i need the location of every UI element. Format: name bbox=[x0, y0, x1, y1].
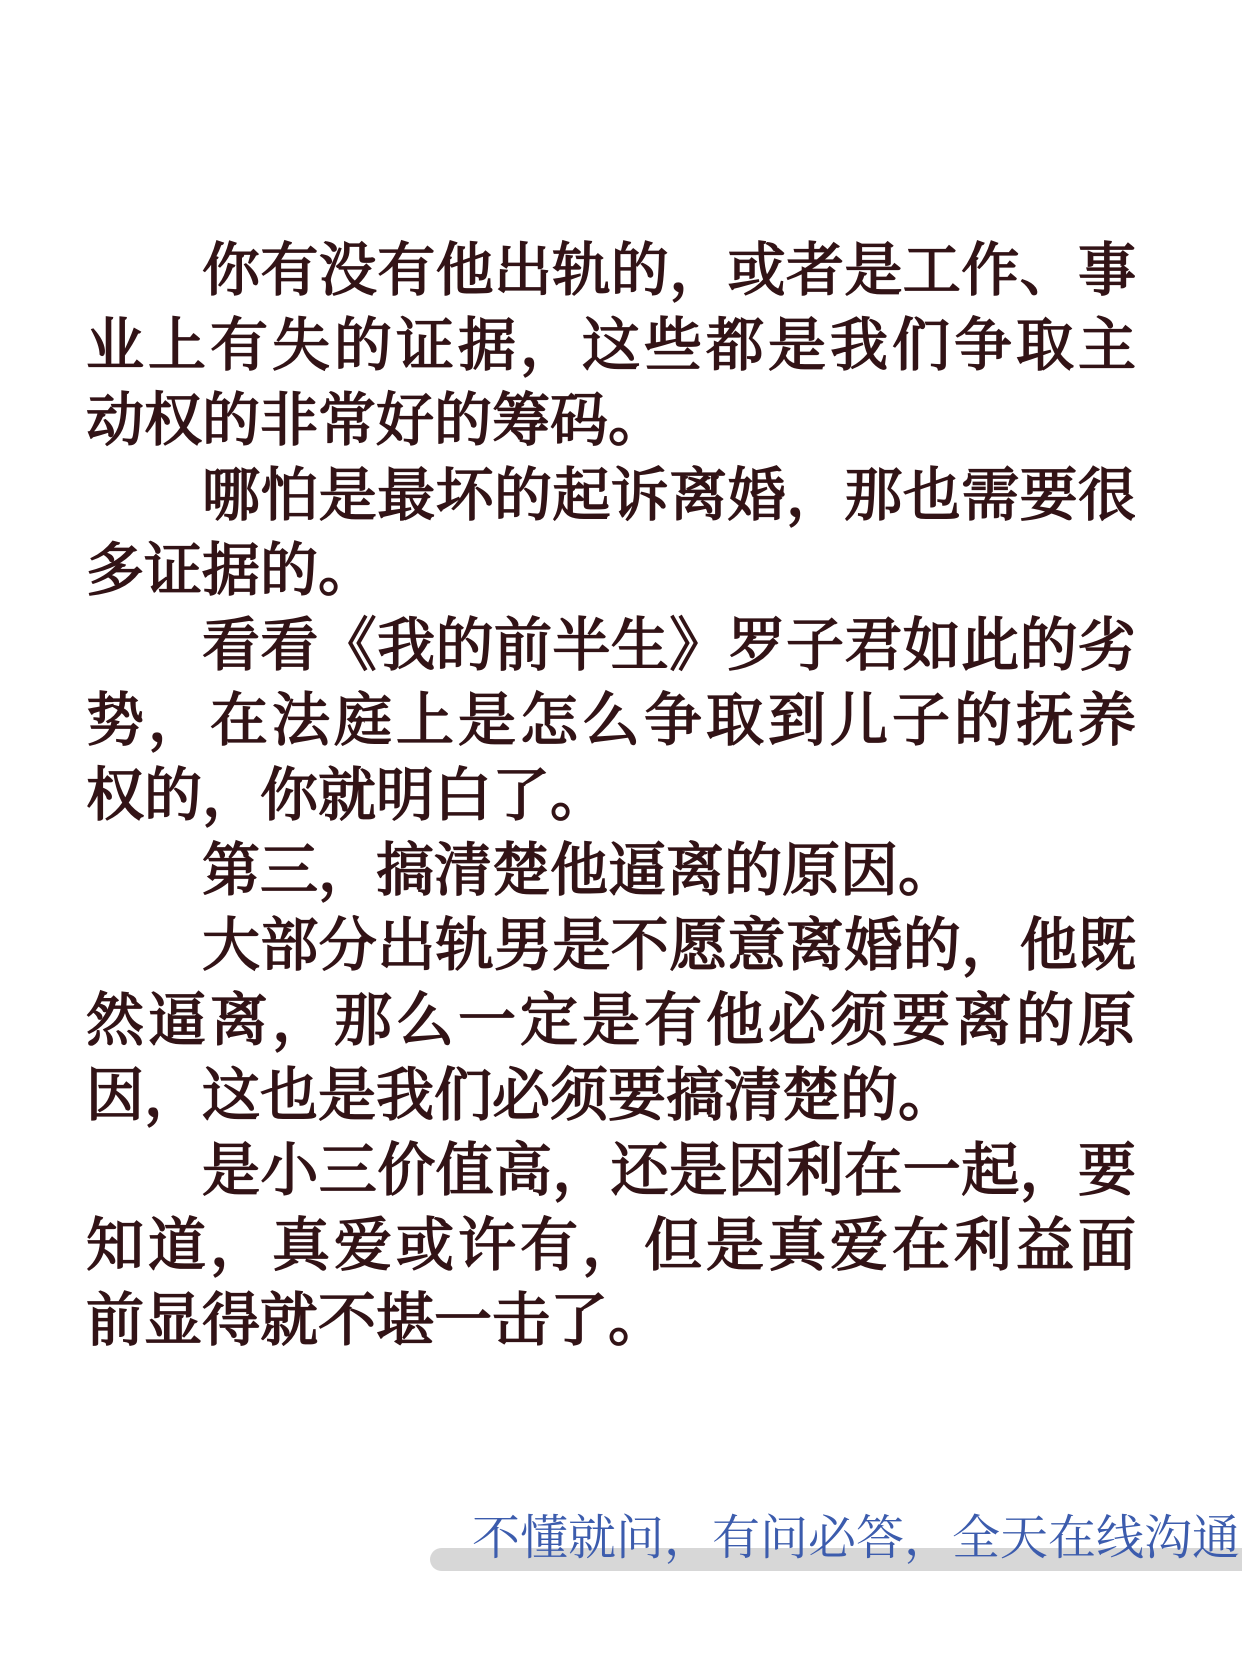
text-line: 哪怕是最坏的起诉离婚，那也需要很 bbox=[202, 461, 1136, 529]
text-line: 你有没有他出轨的，或者是工作、事 bbox=[202, 236, 1136, 304]
text-line: 知道，真爱或许有，但是真爱在利益面 bbox=[86, 1211, 1136, 1279]
footer-banner bbox=[0, 1490, 1242, 1610]
text-line: 业上有失的证据，这些都是我们争取主 bbox=[86, 311, 1136, 379]
footer-text: 不懂就问，有问必答，全天在线沟通 bbox=[472, 1510, 1241, 1566]
text-line: 然逼离，那么一定是有他必须要离的原 bbox=[86, 986, 1136, 1054]
text-line: 权的，你就明白了。 bbox=[86, 761, 609, 829]
text-line: 势，在法庭上是怎么争取到儿子的抚养 bbox=[86, 686, 1136, 754]
text-line: 是小三价值高，还是因利在一起，要 bbox=[202, 1136, 1136, 1204]
text-line: 第三，搞清楚他逼离的原因。 bbox=[202, 836, 957, 904]
text-line: 动权的非常好的筹码。 bbox=[86, 386, 667, 454]
text-line: 因，这也是我们必须要搞清楚的。 bbox=[86, 1061, 957, 1129]
text-line: 前显得就不堪一击了。 bbox=[86, 1286, 667, 1354]
text-line: 看看《我的前半生》罗子君如此的劣 bbox=[202, 611, 1136, 679]
text-line: 多证据的。 bbox=[86, 536, 377, 604]
text-line: 大部分出轨男是不愿意离婚的，他既 bbox=[202, 911, 1136, 979]
body-text bbox=[86, 233, 1136, 1358]
